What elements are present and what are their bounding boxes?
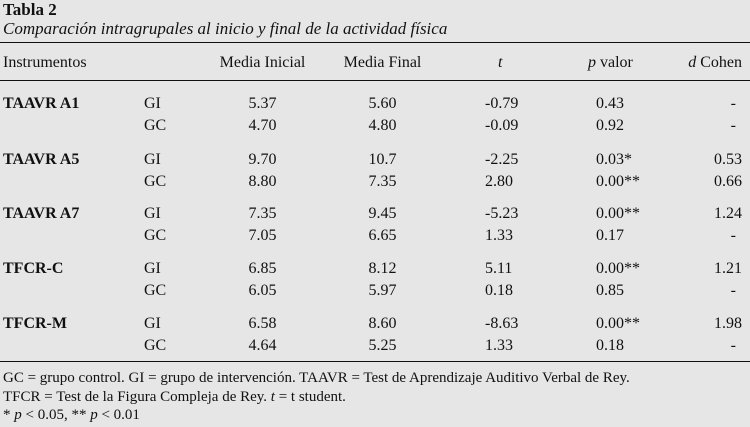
media-inicial-cell: 7.05 (248, 227, 277, 244)
header-rule (0, 80, 750, 81)
table-title: Comparación intragrupales al inicio y final de la actividad física (3, 19, 448, 38)
media-inicial-cell: 8.80 (248, 173, 277, 190)
p-valor-cell: 0.43 (596, 95, 624, 112)
note-tfcr: TFCR = Test de la Figura Compleja de Rey. t = t student. (3, 389, 346, 405)
d-cohen-cell: 1.21 (714, 260, 742, 277)
group-cell: GI (144, 315, 161, 332)
media-inicial-cell: 6.05 (248, 282, 277, 299)
instrument-name: TFCR-M (3, 315, 67, 332)
media-final-cell: 5.97 (368, 282, 397, 299)
media-inicial-cell: 9.70 (248, 151, 277, 168)
d-cohen-cell: - (730, 227, 736, 244)
group-cell: GC (144, 282, 167, 299)
media-final-cell: 9.45 (368, 205, 397, 222)
media-final-cell: 10.7 (368, 151, 397, 168)
instrument-name: TAAVR A1 (3, 95, 80, 112)
media-final-cell: 5.25 (368, 337, 397, 354)
p-valor-cell: 0.03* (596, 151, 632, 168)
p-valor-cell: 0.92 (596, 117, 624, 134)
media-inicial-cell: 5.37 (248, 95, 277, 112)
p-valor-cell: 0.18 (596, 337, 624, 354)
d-cohen-cell: - (730, 337, 736, 354)
group-cell: GC (144, 117, 167, 134)
t-cell: -8.63 (485, 315, 519, 332)
t-cell: 5.11 (485, 260, 513, 277)
p-valor-cell: 0.00** (596, 173, 640, 190)
note-significance: * p < 0.05, ** p < 0.01 (3, 407, 140, 423)
group-cell: GC (144, 173, 167, 190)
header-media-final: Media Final (343, 54, 422, 71)
instrument-name: TAAVR A5 (3, 151, 80, 168)
group-cell: GC (144, 337, 167, 354)
header-t: t (498, 54, 503, 71)
media-final-cell: 8.12 (368, 260, 397, 277)
d-cohen-cell: 1.24 (714, 205, 742, 222)
t-cell: 2.80 (485, 173, 513, 190)
media-inicial-cell: 7.35 (248, 205, 277, 222)
t-cell: -0.09 (485, 117, 519, 134)
t-cell: -5.23 (485, 205, 519, 222)
header-d-cohen: d Cohen (688, 54, 742, 71)
group-cell: GI (144, 151, 161, 168)
d-cohen-cell: 0.66 (714, 173, 742, 190)
d-cohen-cell: - (730, 117, 736, 134)
t-cell: 1.33 (485, 227, 513, 244)
p-valor-cell: 0.00** (596, 205, 640, 222)
table-label: Tabla 2 (3, 0, 57, 19)
media-inicial-cell: 6.58 (248, 315, 277, 332)
t-cell: 1.33 (485, 337, 513, 354)
d-cohen-cell: - (730, 95, 736, 112)
t-cell: 0.18 (485, 282, 513, 299)
instrument-name: TAAVR A7 (3, 205, 80, 222)
d-cohen-cell: - (730, 282, 736, 299)
instrument-name: TFCR-C (3, 260, 64, 277)
group-cell: GI (144, 260, 161, 277)
p-valor-cell: 0.85 (596, 282, 624, 299)
media-inicial-cell: 4.70 (248, 117, 277, 134)
p-valor-cell: 0.17 (596, 227, 624, 244)
p-valor-cell: 0.00** (596, 260, 640, 277)
group-cell: GI (144, 205, 161, 222)
media-final-cell: 5.60 (368, 95, 397, 112)
header-media-inicial: Media Inicial (219, 54, 306, 71)
group-cell: GC (144, 227, 167, 244)
media-inicial-cell: 6.85 (248, 260, 277, 277)
p-valor-cell: 0.00** (596, 315, 640, 332)
media-final-cell: 4.80 (368, 117, 397, 134)
media-final-cell: 6.65 (368, 227, 397, 244)
note-abbreviations: GC = grupo control. GI = grupo de intervención. TAAVR = Test de Aprendizaje Auditivo Verbal de Rey. (3, 370, 630, 386)
d-cohen-cell: 1.98 (714, 315, 742, 332)
media-final-cell: 7.35 (368, 173, 397, 190)
bottom-rule (0, 361, 750, 362)
header-p-valor: p valor (588, 54, 633, 71)
t-cell: -0.79 (485, 95, 519, 112)
header-instrumentos: Instrumentos (3, 54, 87, 71)
media-inicial-cell: 4.64 (248, 337, 277, 354)
media-final-cell: 8.60 (368, 315, 397, 332)
t-cell: -2.25 (485, 151, 519, 168)
top-rule (0, 42, 750, 43)
d-cohen-cell: 0.53 (714, 151, 742, 168)
group-cell: GI (144, 95, 161, 112)
